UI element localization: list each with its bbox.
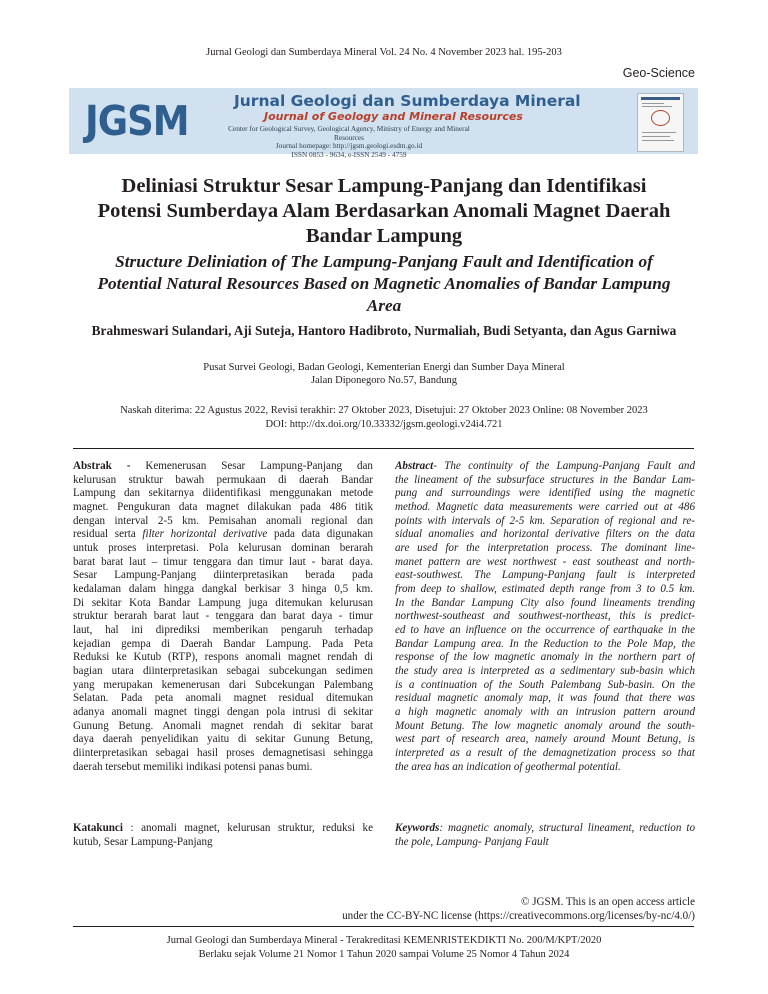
license-notice: © JGSM. This is an open access article under the CC-BY-NC license (https://creativecommons.org/licenses/by-nc/4.0/) xyxy=(342,896,695,922)
accreditation-footer: Jurnal Geologi dan Sumberdaya Mineral - Terakreditasi KEMENRISTEKDIKTI No. 200/M/KPT/2020 Berlaku sejak Volume 21 Nomor 1 Tahun 2020 sampai Volume 25 Nomor 4 Tahun 2024 xyxy=(166,935,602,960)
keyword-line: the pole, Lampung- Panjang Fault xyxy=(395,835,549,848)
abstract-line: kelurusan struktur bawah permukaan di daerah Bandar xyxy=(73,473,373,486)
abstract-line: from deep to shallow, estimated depth range from 3 to 0.5 km. xyxy=(395,583,695,596)
abstract-line: pung and surroundings were identified using the magnetic xyxy=(395,487,695,500)
divider-top xyxy=(73,448,694,449)
abstract-line: diinterpretasikan sebagai hasil proses demagnetisasi sehingga xyxy=(73,747,373,760)
abstract-line: Bandar Lampung area. In the Reduction to the Pole Map, the xyxy=(395,637,695,650)
abstract-english xyxy=(395,460,695,774)
affiliation: Pusat Survei Geologi, Badan Geologi, Kementerian Energi dan Sumber Daya Mineral Jalan Diponegoro No.57, Bandung xyxy=(203,362,565,386)
section-tag: Geo-Science xyxy=(622,66,695,80)
abstract-line: Selatan. Pada peta anomali magnet residual ditemukan xyxy=(73,692,373,705)
abstract-line: Abstract- The continuity of the Lampung-Panjang Fault and xyxy=(395,460,695,472)
keywords-english xyxy=(395,822,695,849)
abstract-line: Gunung Betung. Anomali magnet rendah di sekitar barat xyxy=(73,719,373,732)
abstract-line: Mount Betung. The low magnetic anomaly around the south- xyxy=(395,719,695,732)
abstract-line: barat barat laut – timur tenggara dan timur laut - barat daya. xyxy=(73,555,373,568)
keywords-indonesian xyxy=(73,822,373,849)
abstract-line: points with intervals of 2-5 km. Separation of regional and re- xyxy=(395,514,695,527)
abstract-line: dengan interval 2-5 km. Pemisahan anomali regional dan xyxy=(73,514,373,527)
abstract-line: yang merupakan kemenerusan dari Subcekungan Palembang xyxy=(73,678,373,691)
abstract-line: untuk proses interpretasi. Pola kelurusan dominan berarah xyxy=(73,542,373,555)
banner-title: Jurnal Geologi dan Sumberdaya Mineral xyxy=(234,92,581,110)
running-head: Jurnal Geologi dan Sumberdaya Mineral Vol. 24 No. 4 November 2023 hal. 195-203 xyxy=(206,47,562,58)
abstract-line: bagian utara diinterpretasikan sebagai subcekungan sedimen xyxy=(73,665,373,678)
abstract-line: struktur berarah barat laut - tenggara dan barat daya - timur xyxy=(73,610,373,623)
abstract-line: are used for the interpretation process. The dominant line- xyxy=(395,542,695,555)
abstract-line: kedalaman dalam hingga dangkal berkisar 3 hinga 0,5 km. xyxy=(73,583,373,596)
doi-link[interactable]: DOI: http://dx.doi.org/10.33332/jgsm.geologi.v24i4.721 xyxy=(265,418,503,430)
journal-cover-thumbnail xyxy=(637,93,684,152)
abstract-line: east-southwest. The Lampung-Panjang fault is interpreted xyxy=(395,569,695,582)
journal-logo: JGSM xyxy=(85,97,189,146)
journal-banner xyxy=(69,88,698,159)
article-title-english: Structure Deliniation of The Lampung-Panjang Fault and Identification of Potential Natural Resources Based on Magnetic Anomalies of Bandar Lampung Area xyxy=(97,252,671,315)
abstract-line: Di sekitar Kota Bandar Lampung juga ditemukan kelurusan xyxy=(73,596,373,609)
abstract-line: residual serta filter horizontal derivative pada data digunakan xyxy=(73,528,373,541)
abstract-line: is a continuation of the South Palembang Sub-basin. On the xyxy=(395,678,695,691)
received-dates: Naskah diterima: 22 Agustus 2022, Revisi terakhir: 27 Oktober 2023, Disetujui: 27 Oktober 2023 Online: 08 November 2023 DOI: http://dx.doi.org/10.33332/jgsm.geologi.v24i4.721 xyxy=(0,404,768,431)
keyword-line: kutub, Sesar Lampung-Panjang xyxy=(73,835,213,848)
article-title-indonesian: Deliniasi Struktur Sesar Lampung-Panjang dan Identifikasi Potensi Sumberdaya Alam Berdasarkan Anomali Magnet Daerah Bandar Lampung xyxy=(97,175,671,247)
abstract-line: In the Bandar Lampung City also found lineaments trending xyxy=(395,596,695,609)
author-list: Brahmeswari Sulandari, Aji Suteja, Hantoro Hadibroto, Nurmaliah, Budi Setyanta, dan Agus Garniwa xyxy=(91,323,677,338)
abstract-line: the study area is interpreted as a sedimentary sub-basin which xyxy=(395,665,695,678)
abstract-line: method. Magnetic data measurements were carried out at 486 xyxy=(395,501,695,514)
abstract-line: residual magnetic anomaly map, it was found that there was xyxy=(395,692,695,705)
abstract-line: laut, hal ini diprediksi memberikan pengaruh terhadap xyxy=(73,624,373,637)
keyword-line: Katakunci : anomali magnet, kelurusan struktur, reduksi ke xyxy=(73,822,373,834)
abstract-line: adanya anomali magnet tinggi dengan pola intrusi di sekitar xyxy=(73,706,373,719)
abstract-line: ed to have an influence on the occurrence of earthquake in the xyxy=(395,624,695,637)
abstract-line: the area has an indication of geothermal potential. xyxy=(395,760,621,773)
banner-subtitle: Journal of Geology and Mineral Resources xyxy=(264,110,523,123)
abstract-line: Reduksi ke Kutub (RTP), respons anomali magnet rendah di xyxy=(73,651,373,664)
abstract-label: Abstrak - xyxy=(73,460,131,472)
abstract-line: daya daerah penyelidikan yaitu di sekitar Gunung Betung, xyxy=(73,733,373,746)
keyword-label: Keywords xyxy=(395,822,440,834)
abstract-line: response of the low magnetic anomaly in the northern part of xyxy=(395,651,695,664)
abstract-line: interpreted as a result of the demagnetization process so that xyxy=(395,747,695,760)
banner-info: Center for Geological Survey, Geological Agency, Ministry of Energy and Mineral Resources Journal homepage: http://jgsm.geologi.esdm.go.id ISSN 0853 - 9634, e-ISSN 2549 - 4759 xyxy=(228,124,470,159)
abstract-line: Sesar Lampung-Panjang diinterpretasikan berada pada xyxy=(73,569,373,582)
divider-bottom xyxy=(73,926,694,927)
abstract-label: Abstract xyxy=(395,460,434,472)
abstract-line: sidual anomalies and horizontal derivative filters on the data xyxy=(395,528,695,541)
abstract-line: manet pattern are west northwest - east southeast and north- xyxy=(395,555,695,568)
abstract-line: west part of research area, namely around Mount Betung, is xyxy=(395,733,695,746)
abstract-line: northwest-southeast and southwest-northeast, this is predict- xyxy=(395,610,695,623)
abstract-line: the lineament of the subsurface structures in the Bandar Lam- xyxy=(395,473,695,486)
abstract-line: Lampung dan sekitarnya diidentifikasi menggunakan metode xyxy=(73,487,373,500)
abstract-indonesian xyxy=(73,460,373,774)
keyword-line: Keywords: magnetic anomaly, structural lineament, reduction to xyxy=(395,822,695,834)
abstract-line: kejadian gempa di Daerah Bandar Lampung. Pada Peta xyxy=(73,637,373,650)
abstract-line: magnet. Pengukuran data magnet dilakukan pada 486 titik xyxy=(73,501,373,514)
keyword-label: Katakunci xyxy=(73,822,123,834)
abstract-line: a high magnetic anomaly with an intrusion pattern around xyxy=(395,706,695,719)
abstract-line: daerah tersebut memiliki indikasi potensi panas bumi. xyxy=(73,760,313,773)
abstract-line: Abstrak - Kemenerusan Sesar Lampung-Panjang dan xyxy=(73,460,373,472)
